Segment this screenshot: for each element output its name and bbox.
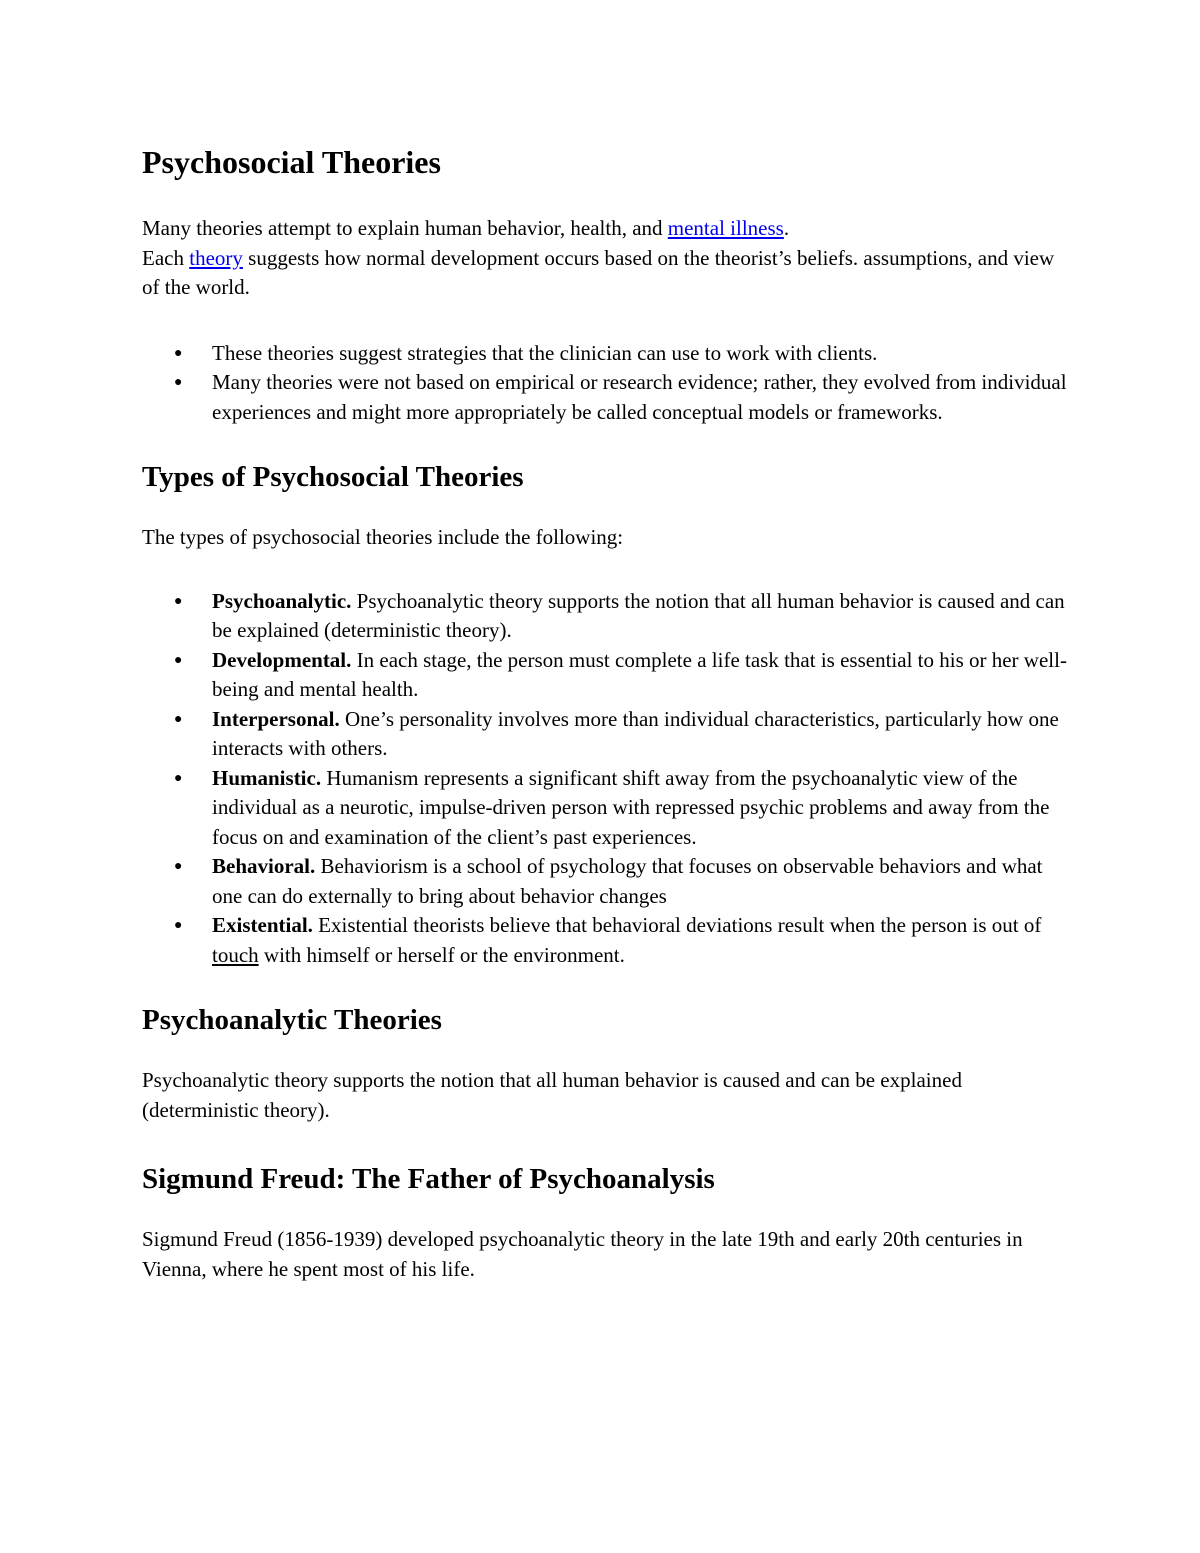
list-item-interpersonal	[142, 705, 1072, 764]
page-title: Psychosocial Theories	[142, 144, 441, 180]
desc-existential: Existential theorists believe that behavioral deviations result when the person is out of	[312, 913, 1042, 937]
psychoanalytic-heading: Psychoanalytic Theories	[142, 1004, 442, 1036]
mental-illness-link[interactable]: mental illness	[667, 216, 784, 240]
term-behavioral: Behavioral.	[212, 854, 316, 878]
desc-existential-end: with himself or herself or the environment.	[258, 942, 625, 967]
freud-heading: Sigmund Freud: The Father of Psychoanalysis	[142, 1163, 715, 1195]
touch-link[interactable]: touch	[212, 942, 259, 967]
list-item-humanistic	[142, 764, 1072, 853]
desc-interpersonal: One’s personality involves more than individual characteristics, particularly how one interacts with others.	[212, 706, 1059, 760]
list-item-psychoanalytic	[142, 587, 1072, 646]
psychoanalytic-paragraph: Psychoanalytic theory supports the notion that all human behavior is caused and can be explained (deterministic theory).	[142, 1068, 962, 1122]
desc-developmental: In each stage, the person must complete a life task that is essential to his or her well-being and mental health.	[212, 647, 1067, 701]
list-item-behavioral	[142, 852, 1072, 911]
types-list	[142, 587, 1072, 971]
list-item: ● Many theories were not based on empirical or research evidence; rather, they evolved from individual experiences and might more appropriately be called conceptual models or frameworks.	[142, 368, 1072, 427]
intro-bullet-list	[142, 339, 1072, 428]
term-humanistic: Humanistic.	[212, 765, 322, 790]
list-item-existential	[142, 911, 1072, 970]
freud-paragraph: Sigmund Freud (1856-1939) developed psychoanalytic theory in the late 19th and early 20th centuries in Vienna, where he spent most of his life.	[142, 1227, 1023, 1281]
intro-paragraph	[142, 214, 1072, 303]
intro-text-2-end: suggests how normal development occurs based on the theorist’s beliefs. assumptions, and view of the world.	[142, 245, 1055, 299]
desc-psychoanalytic: Psychoanalytic theory supports the notion that all human behavior is caused and can be explained (deterministic theory).	[212, 588, 1065, 642]
desc-behavioral: Behaviorism is a school of psychology that focuses on observable behaviors and what one can do externally to bring about behavior changes	[212, 854, 1043, 908]
term-interpersonal: Interpersonal.	[212, 706, 340, 731]
types-heading: Types of Psychosocial Theories	[142, 461, 524, 493]
list-item-developmental	[142, 646, 1072, 705]
term-existential: Existential.	[212, 913, 313, 937]
intro-text-1-end: .	[783, 216, 790, 240]
list-item: ● These theories suggest strategies that the clinician can use to work with clients.	[142, 339, 1072, 369]
document-page	[142, 140, 1072, 1284]
theory-link[interactable]: theory	[189, 245, 243, 270]
term-psychoanalytic: Psychoanalytic.	[212, 588, 352, 613]
types-lead: The types of psychosocial theories include the following:	[142, 525, 624, 549]
desc-humanistic: Humanism represents a significant shift away from the psychoanalytic view of the individual as a neurotic, impulse-driven person with repressed psychic problems and away from the focus on and examination of the client’s past experiences.	[212, 765, 1050, 849]
intro-text-1: Many theories attempt to explain human behavior, health, and	[142, 216, 668, 240]
intro-text-2: Each	[142, 245, 190, 270]
term-developmental: Developmental.	[212, 647, 352, 672]
